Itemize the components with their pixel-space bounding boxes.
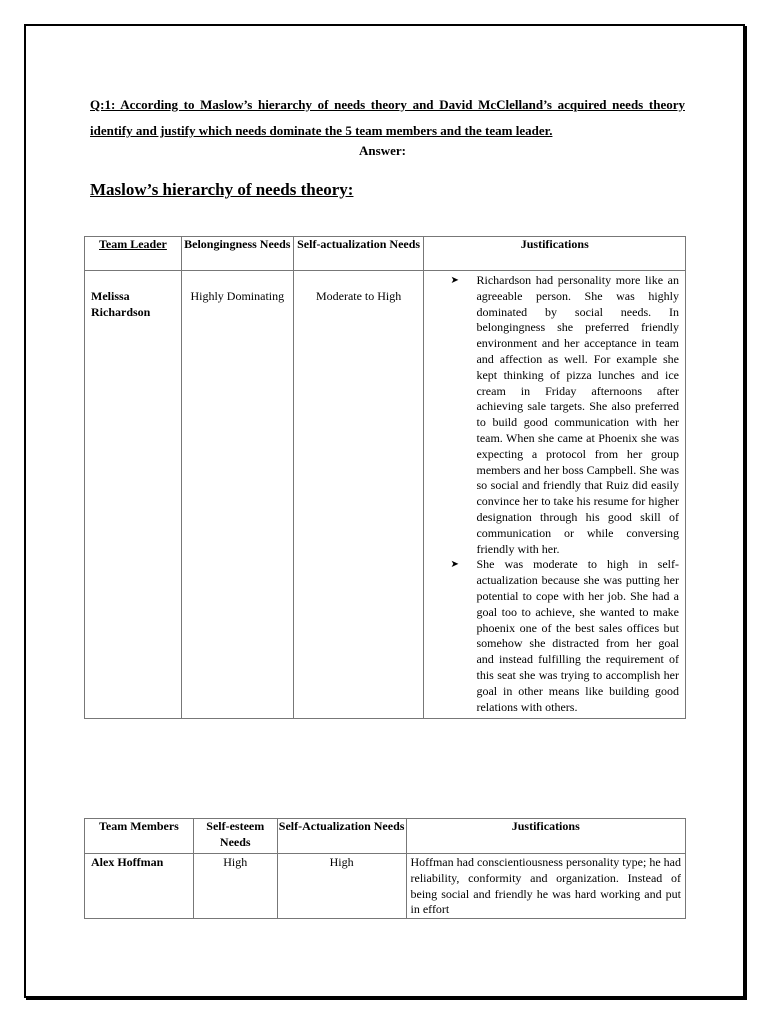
arrow-bullet-icon: ➤ — [450, 559, 459, 571]
team-leader-table — [84, 236, 686, 719]
header-belongingness: Belongingness Needs — [181, 237, 293, 271]
table-row — [85, 271, 686, 719]
arrow-bullet-icon: ➤ — [450, 275, 459, 286]
belongingness-value: Highly Dominating — [181, 271, 293, 719]
header-self-esteem: Self-esteem Needs — [193, 819, 277, 854]
header-team-members: Team Members — [85, 819, 194, 854]
table-header-row — [85, 237, 686, 271]
leader-name: Melissa Richardson — [85, 271, 182, 719]
justification-text: Hoffman had conscientiousness personality type; he had reliability, conformity and organization. Instead of being social and friendly he was hard working and put in effort — [406, 854, 686, 919]
self-actualization-value: High — [277, 854, 406, 919]
header-self-actualization: Self-actualization Needs — [293, 237, 424, 271]
section-heading: Maslow’s hierarchy of needs theory: — [90, 180, 354, 199]
member-name: Alex Hoffman — [85, 854, 194, 919]
header-justifications: Justifications — [406, 819, 686, 854]
header-justifications: Justifications — [424, 237, 686, 271]
team-members-table — [84, 818, 686, 919]
header-team-leader: Team Leader — [85, 237, 182, 271]
table-row — [85, 854, 686, 919]
self-actualization-value: Moderate to High — [293, 271, 424, 719]
table-header-row — [85, 819, 686, 854]
justification-bullet — [428, 273, 679, 557]
answer-label: Answer: — [359, 143, 406, 158]
self-esteem-value: High — [193, 854, 277, 919]
justification-bullet — [428, 557, 679, 715]
justification-text: She was moderate to high in self-actualization because she was putting her potential to cope with her job. She had a goal too to achieve, she wanted to make phoenix one of the best sales offices but somehow she distracted from her goal and instead fulfilling the requirement of this seat she was trying to accomplish her goal in other means like building good relations with others. — [476, 557, 679, 714]
justification-text: Richardson had personality more like an agreeable person. She was highly dominated by social needs. In belongingness she preferred friendly environment and her acceptance in team and affection as well. For example she kept thinking of pizza lunches and ice cream in Friday afternoons after achieving sale targets. She also preferred to build good communication with her team. When she came at Phoenix she was expecting a protocol from her group members and her boss Campbell. She was so social and friendly that Ruiz did easily convince her to take his resume for higher designation through his good skill of communication or while conversing friendly with her. — [476, 273, 679, 556]
header-self-actualization: Self-Actualization Needs — [277, 819, 406, 854]
justifications-cell — [424, 271, 686, 719]
question-text: Q:1: According to Maslow’s hierarchy of needs theory and David McClelland’s acquired needs theory identify and justify which needs dominate the 5 team members and the team leader. — [90, 97, 685, 138]
